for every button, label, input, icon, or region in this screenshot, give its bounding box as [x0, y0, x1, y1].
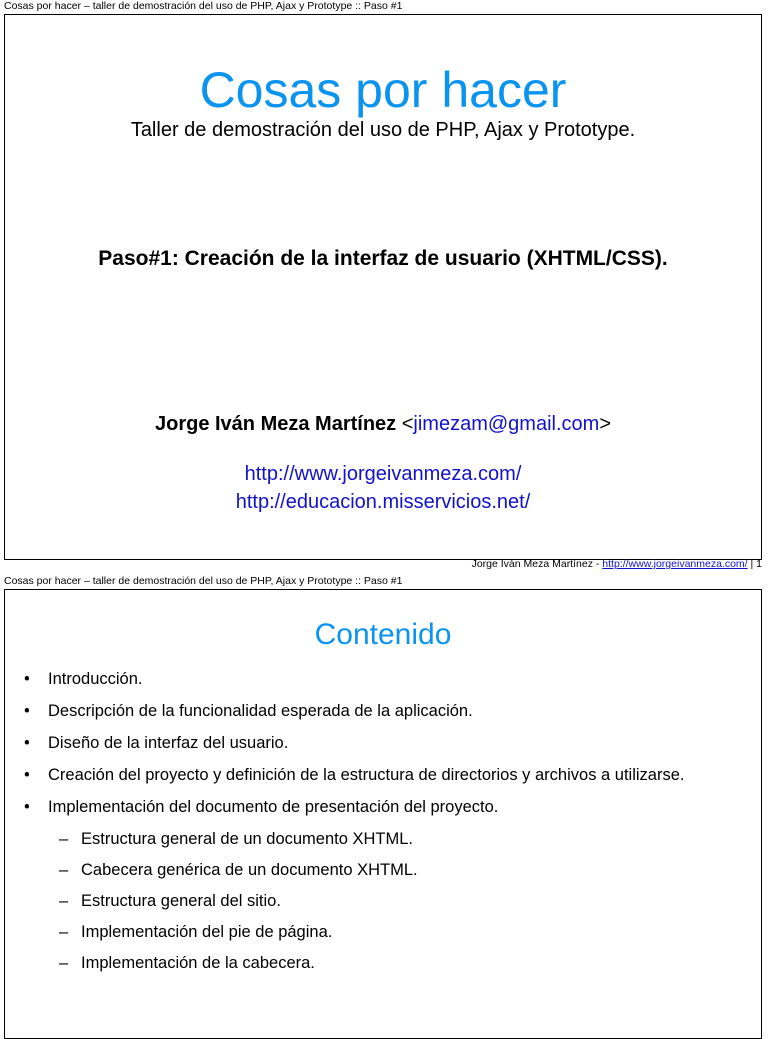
slide2-header-text: Cosas por hacer – taller de demostración del uso de PHP, Ajax y Prototype :: Paso #1: [4, 575, 403, 587]
slide1-step-heading: Paso#1: Creación de la interfaz de usuario (XHTML/CSS).: [98, 247, 668, 270]
website-link-1[interactable]: http://www.jorgeivanmeza.com/: [244, 463, 522, 485]
list-item-text: Descripción de la funcionalidad esperada de la aplicación.: [48, 702, 473, 720]
author-line: [5, 413, 761, 436]
sub-list-item-text: Estructura general de un documento XHTML.: [81, 830, 414, 848]
author-name: Jorge Iván Meza Martínez: [154, 413, 397, 435]
list-item-text: Diseño de la interfaz del usuario.: [48, 734, 289, 752]
list-item: [21, 670, 736, 689]
sub-list-item: [21, 830, 736, 849]
bullet-icon: •: [24, 766, 30, 784]
list-item: [21, 798, 736, 817]
list-item: [21, 766, 736, 785]
email-close: >: [599, 413, 611, 435]
dash-icon: –: [59, 954, 69, 972]
dash-icon: –: [59, 892, 69, 910]
sub-list-item: [21, 923, 736, 942]
bullet-icon: •: [24, 798, 30, 816]
bullet-icon: •: [24, 734, 30, 752]
slide1-subtitle: Taller de demostración del uso de PHP, Ajax y Prototype.: [130, 119, 636, 141]
dash-icon: –: [59, 830, 69, 848]
footer-link[interactable]: http://www.jorgeivanmeza.com/: [602, 558, 748, 570]
sub-list-item: [21, 892, 736, 911]
email-link[interactable]: jimezam@gmail.com: [413, 413, 600, 435]
slide1-footer: [472, 558, 762, 570]
slide-2: [4, 589, 762, 1039]
sub-list-item-text: Implementación de la cabecera.: [81, 954, 315, 972]
sub-list-item-text: Cabecera genérica de un documento XHTML.: [81, 861, 418, 879]
list-item: [21, 702, 736, 721]
bullet-icon: •: [24, 670, 30, 688]
bullet-icon: •: [24, 702, 30, 720]
email-open: <: [396, 413, 414, 435]
sub-list-item-text: Implementación del pie de página.: [81, 923, 333, 941]
slide1-header-text: Cosas por hacer – taller de demostración del uso de PHP, Ajax y Prototype :: Paso #1: [4, 0, 403, 12]
footer-author: Jorge Iván Meza Martínez -: [471, 558, 603, 570]
list-item: [21, 734, 736, 753]
sub-list-item-text: Estructura general del sitio.: [81, 892, 281, 910]
slide-1: [4, 14, 762, 560]
dash-icon: –: [59, 861, 69, 879]
sub-list-item: [21, 861, 736, 880]
list-item-text: Introducción.: [48, 670, 143, 688]
website-link-2[interactable]: http://educacion.misservicios.net/: [235, 491, 531, 513]
sub-list-item: [21, 954, 736, 973]
contents-title: Contenido: [314, 618, 452, 651]
list-item-text: Implementación del documento de presentación del proyecto.: [48, 798, 499, 816]
slide1-title: Cosas por hacer: [199, 62, 567, 118]
footer-page-number: | 1: [747, 558, 762, 570]
list-item-text: Creación del proyecto y definición de la estructura de directorios y archivos a utilizarse.: [48, 766, 685, 784]
dash-icon: –: [59, 923, 69, 941]
contents-list: [21, 670, 736, 985]
